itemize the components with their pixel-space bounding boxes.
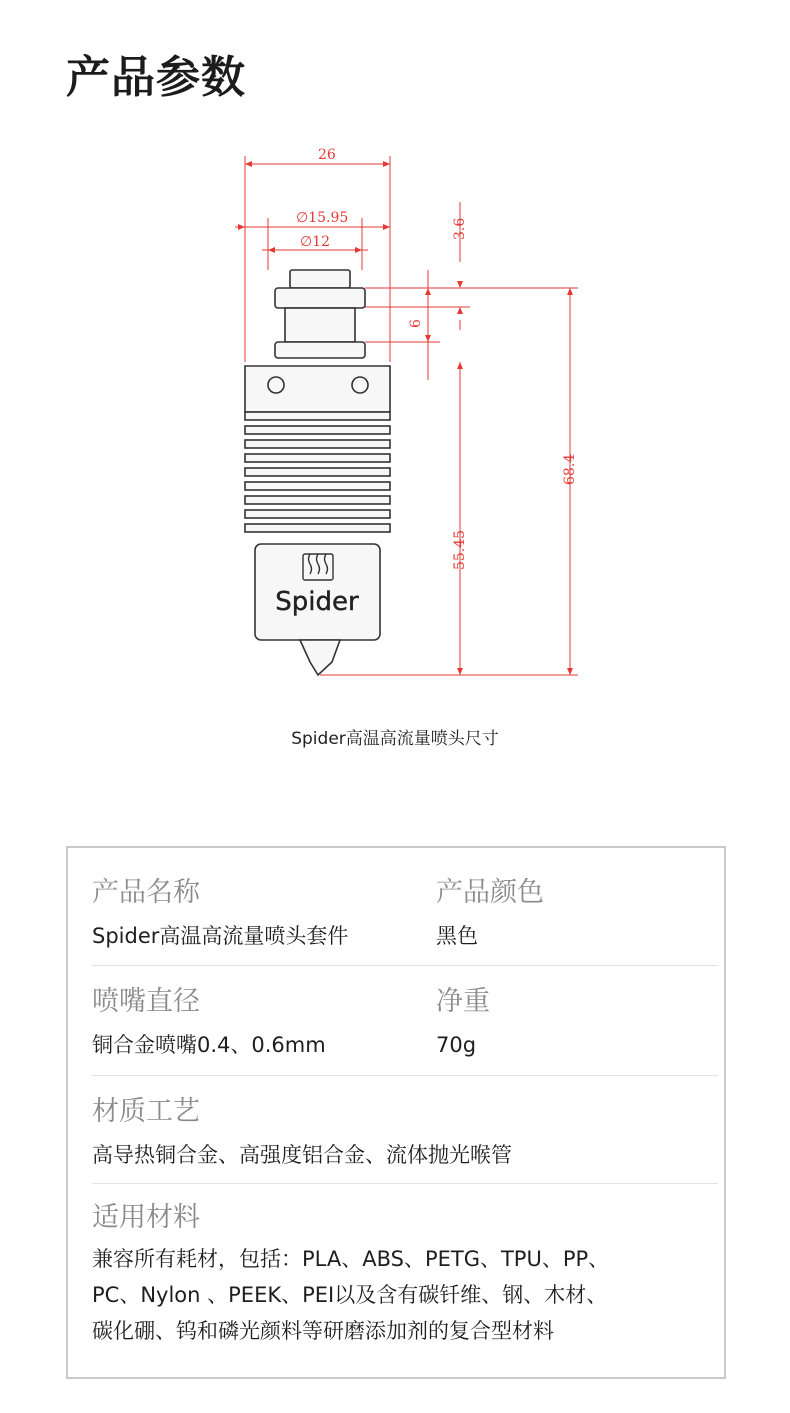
spec-row-material (92, 1075, 718, 1184)
dim-6-label: 6 (408, 319, 424, 328)
dim-15-95-label: ∅15.95 (296, 210, 349, 226)
nozzle-diameter-label: 喷嘴直径 (92, 986, 200, 1017)
spec-row-name-color (92, 848, 718, 966)
net-weight-value: 70g (436, 1033, 477, 1057)
material-process-label: 材质工艺 (92, 1096, 200, 1127)
net-weight-label: 净重 (436, 986, 490, 1017)
material-process-value: 高导热铜合金、高强度铝合金、流体抛光喉管 (92, 1143, 512, 1167)
product-color-label: 产品颜色 (436, 877, 544, 908)
product-name-value: Spider高温高流量喷头套件 (92, 924, 349, 948)
applicable-material-label: 适用材料 (92, 1202, 200, 1233)
product-color-value: 黑色 (436, 924, 478, 948)
page-title: 产品参数 (66, 52, 246, 103)
spec-table (66, 846, 726, 1379)
product-name-label: 产品名称 (92, 877, 200, 908)
spider-logo: Spider (275, 587, 359, 617)
dimension-drawing (0, 130, 790, 700)
dim-12-label: ∅12 (300, 234, 331, 250)
spec-row-nozzle-weight (92, 965, 718, 1076)
dim-55-45-label: 55.45 (452, 529, 468, 570)
dim-26-label: 26 (318, 147, 336, 163)
applicable-material-value: 兼容所有耗材，包括：PLA、ABS、PETG、TPU、PP、 PC、Nylon 、PEEK、PEI以及含有碳钎维、钢、木材、 碳化硼、钨和磷光颜料等研磨添加剂的复合型材料 (92, 1247, 610, 1343)
spec-row-usage (92, 1183, 718, 1373)
drawing-caption: Spider高温高流量喷头尺寸 (291, 729, 499, 749)
nozzle-diameter-value: 铜合金喷嘴0.4、0.6mm (92, 1033, 326, 1057)
dim-68-4-label: 68.4 (562, 453, 578, 485)
dim-3-6-label: 3.6 (452, 217, 468, 240)
